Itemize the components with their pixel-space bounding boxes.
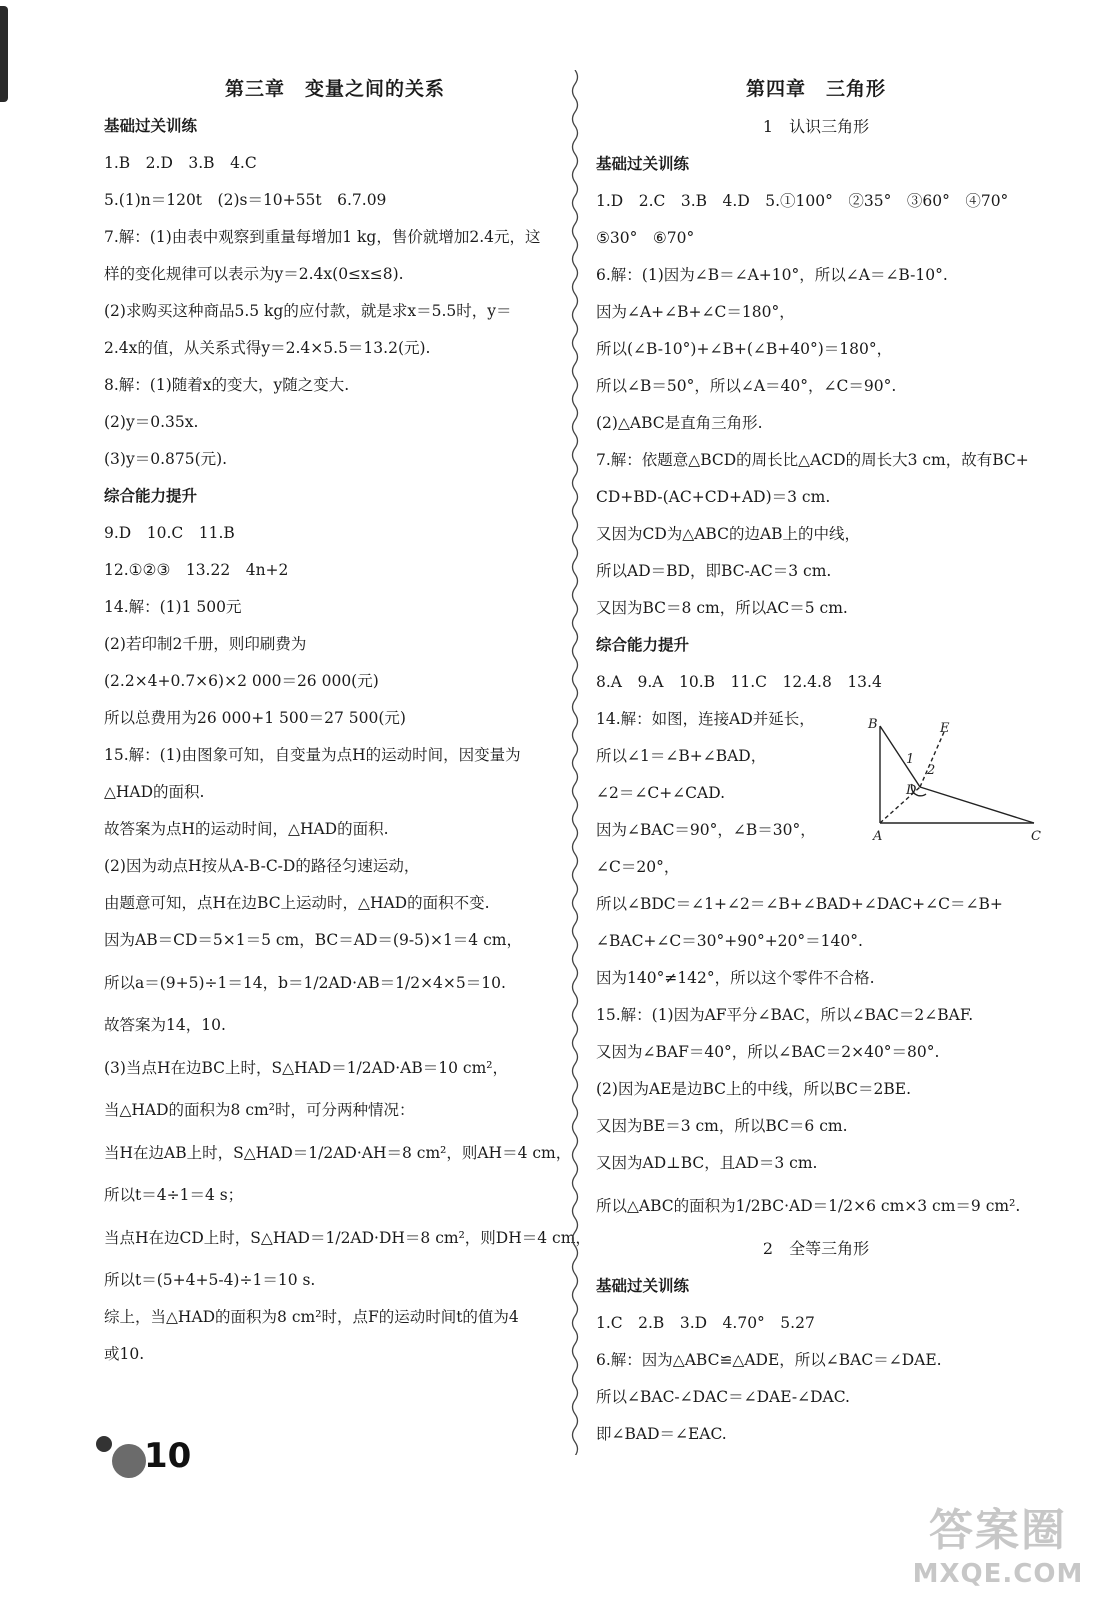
answer-line: 故答案为14，10. — [104, 1016, 226, 1034]
segment-de-dashed — [920, 732, 944, 787]
answer-line: 15.解：(1)由图象可知，自变量为点H的运动时间，因变量为 — [104, 746, 521, 764]
answer-line: △HAD的面积. — [104, 783, 205, 801]
answer-line: 所以总费用为26 000+1 500＝27 500(元) — [104, 709, 406, 727]
label-c: C — [1031, 829, 1041, 844]
answer-line: 1.C 2.B 3.D 4.70° 5.27 — [596, 1314, 815, 1332]
watermark-logo — [898, 1504, 1098, 1600]
answer-line: (2.2×4+0.7×6)×2 000＝26 000(元) — [104, 672, 379, 690]
answer-line: CD+BD-(AC+CD+AD)＝3 cm. — [596, 488, 831, 506]
answer-line: 由题意可知，点H在边BC上运动时，△HAD的面积不变. — [104, 894, 490, 912]
chapter-4-title: 第四章 三角形 — [745, 78, 886, 100]
answer-line: 样的变化规律可以表示为y＝2.4x(0≤x≤8). — [104, 265, 404, 283]
answer-line: ∠2＝∠C+∠CAD. — [596, 784, 726, 802]
subsection-heading: 基础过关训练 — [104, 117, 198, 135]
answer-line: 所以AD＝BD，即BC-AC＝3 cm. — [596, 562, 832, 580]
answer-line: 所以(∠B-10°)+∠B+(∠B+40°)＝180°， — [596, 340, 893, 358]
answer-line: 又因为CD为△ABC的边AB上的中线， — [596, 525, 861, 543]
triangle-lines — [880, 726, 1034, 823]
answer-line: 因为∠A+∠B+∠C＝180°， — [596, 303, 795, 321]
page-number: 10 — [144, 1436, 192, 1476]
answer-line: 故答案为点H的运动时间，△HAD的面积. — [104, 820, 389, 838]
answer-line: 1.D 2.C 3.B 4.D 5.①100° ②35° ③60° ④70° — [596, 192, 1009, 210]
answer-line: (2)因为AE是边BC上的中线，所以BC＝2BE. — [596, 1080, 912, 1098]
section-title: 1 认识三角形 — [762, 117, 870, 136]
answer-line: 所以△ABC的面积为1/2BC·AD＝1/2×6 cm×3 cm＝9 cm². — [596, 1197, 1021, 1215]
subsection-heading: 综合能力提升 — [596, 636, 690, 654]
subsection-heading: 基础过关训练 — [596, 1277, 690, 1295]
answer-line: 因为∠BAC＝90°，∠B＝30°， — [596, 821, 816, 839]
answer-line: (3)y＝0.875(元). — [104, 450, 228, 468]
answer-line: 所以∠BDC＝∠1+∠2＝∠B+∠BAD+∠DAC+∠C＝∠B+ — [596, 895, 1003, 913]
answer-line: 又因为∠BAF＝40°，所以∠BAC＝2×40°＝80°. — [596, 1043, 940, 1061]
answer-line: 12.①②③ 13.22 4n+2 — [104, 561, 289, 579]
answer-line: ∠BAC+∠C＝30°+90°+20°＝140°. — [596, 932, 863, 950]
answer-line: 1.B 2.D 3.B 4.C — [104, 154, 257, 172]
answer-line: 综上，当△HAD的面积为8 cm²时，点F的运动时间t的值为4 — [104, 1308, 519, 1326]
page-number-badge — [90, 1428, 200, 1490]
answer-line: 又因为BE＝3 cm，所以BC＝6 cm. — [596, 1117, 848, 1135]
answer-line: 又因为BC＝8 cm，所以AC＝5 cm. — [596, 599, 848, 617]
answer-line: 当△HAD的面积为8 cm²时，可分两种情况： — [104, 1101, 415, 1119]
answer-line: 所以∠BAC-∠DAC＝∠DAE-∠DAC. — [596, 1388, 850, 1406]
page-circle-icon — [112, 1444, 146, 1478]
answer-line: 所以∠B＝50°，所以∠A＝40°，∠C＝90°. — [596, 377, 897, 395]
answer-line: 即∠BAD＝∠EAC. — [596, 1425, 727, 1443]
triangle-figure — [866, 712, 1052, 847]
answer-line: 所以t＝(5+4+5-4)÷1＝10 s. — [104, 1271, 316, 1289]
page-dot-icon — [96, 1436, 112, 1452]
answer-line: (2)△ABC是直角三角形. — [596, 414, 763, 432]
left-lines — [104, 108, 591, 1373]
watermark-top: 答案圈 — [929, 1505, 1067, 1556]
label-1: 1 — [906, 752, 915, 767]
answer-line: 14.解：如图，连接AD并延长， — [596, 710, 815, 728]
answer-line: 所以∠1＝∠B+∠BAD， — [596, 747, 767, 765]
answer-line: 2.4x的值，从关系式得y＝2.4×5.5＝13.2(元). — [104, 339, 431, 357]
answer-line: 又因为AD⊥BC，且AD＝3 cm. — [596, 1154, 818, 1172]
label-d: D — [906, 783, 917, 798]
column-divider — [568, 70, 582, 1455]
left-column — [104, 70, 591, 1373]
answer-line: (2)若印制2千册，则印刷费为 — [104, 635, 307, 653]
page-edge-mark — [0, 6, 8, 102]
answer-line: 7.解：依题意△BCD的周长比△ACD的周长大3 cm，故有BC+ — [596, 451, 1029, 469]
subsection-heading: 综合能力提升 — [104, 487, 198, 505]
label-a: A — [873, 829, 883, 844]
label-b: B — [868, 717, 878, 732]
segment-dc — [920, 787, 1034, 823]
answer-line: 或10. — [104, 1345, 145, 1363]
label-2: 2 — [927, 763, 936, 778]
answer-line: 6.解：因为△ABC≌△ADE，所以∠BAC＝∠DAE. — [596, 1351, 942, 1369]
answer-line: 9.D 10.C 11.B — [104, 524, 235, 542]
answer-line: 8.A 9.A 10.B 11.C 12.4.8 13.4 — [596, 673, 882, 691]
answer-line: 当点H在边CD上时，S△HAD＝1/2AD·DH＝8 cm²，则DH＝4 cm， — [104, 1229, 591, 1247]
label-e: E — [940, 721, 950, 736]
answer-line: 15.解：(1)因为AF平分∠BAC，所以∠BAC＝2∠BAF. — [596, 1006, 974, 1024]
answer-line: 因为AB＝CD＝5×1＝5 cm，BC＝AD＝(9-5)×1＝4 cm， — [104, 931, 522, 949]
answer-line: (3)当点H在边BC上时，S△HAD＝1/2AD·AB＝10 cm²， — [104, 1059, 509, 1077]
answer-line: 6.解：(1)因为∠B＝∠A+10°，所以∠A＝∠B-10°. — [596, 266, 948, 284]
answer-line: 所以t＝4÷1＝4 s； — [104, 1186, 244, 1204]
answer-line: (2)y＝0.35x. — [104, 413, 199, 431]
answer-line: 8.解：(1)随着x的变大，y随之变大. — [104, 376, 350, 394]
answer-line: 所以a＝(9+5)÷1＝14，b＝1/2AD·AB＝1/2×4×5＝10. — [104, 974, 506, 992]
answer-line: 14.解：(1)1 500元 — [104, 598, 242, 616]
answer-line: 7.解：(1)由表中观察到重量每增加1 kg，售价就增加2.4元，这 — [104, 228, 541, 246]
chapter-3-title: 第三章 变量之间的关系 — [224, 78, 445, 100]
answer-line: ⑤30° ⑥70° — [596, 229, 695, 247]
answer-line: 当H在边AB上时，S△HAD＝1/2AD·AH＝8 cm²，则AH＝4 cm， — [104, 1144, 572, 1162]
answer-line: 因为140°≠142°，所以这个零件不合格. — [596, 969, 875, 987]
answer-line: ∠C＝20°， — [596, 858, 680, 876]
answer-line: (2)求购买这种商品5.5 kg的应付款，就是求x＝5.5时，y＝ — [104, 302, 512, 320]
answer-line: 5.(1)n＝120t (2)s＝10+55t 6.7.09 — [104, 191, 387, 209]
watermark-bottom: MXQE.COM — [912, 1559, 1084, 1589]
subsection-heading: 基础过关训练 — [596, 155, 690, 173]
section-title: 2 全等三角形 — [762, 1239, 870, 1258]
answer-line: (2)因为动点H按从A-B-C-D的路径匀速运动， — [104, 857, 420, 875]
